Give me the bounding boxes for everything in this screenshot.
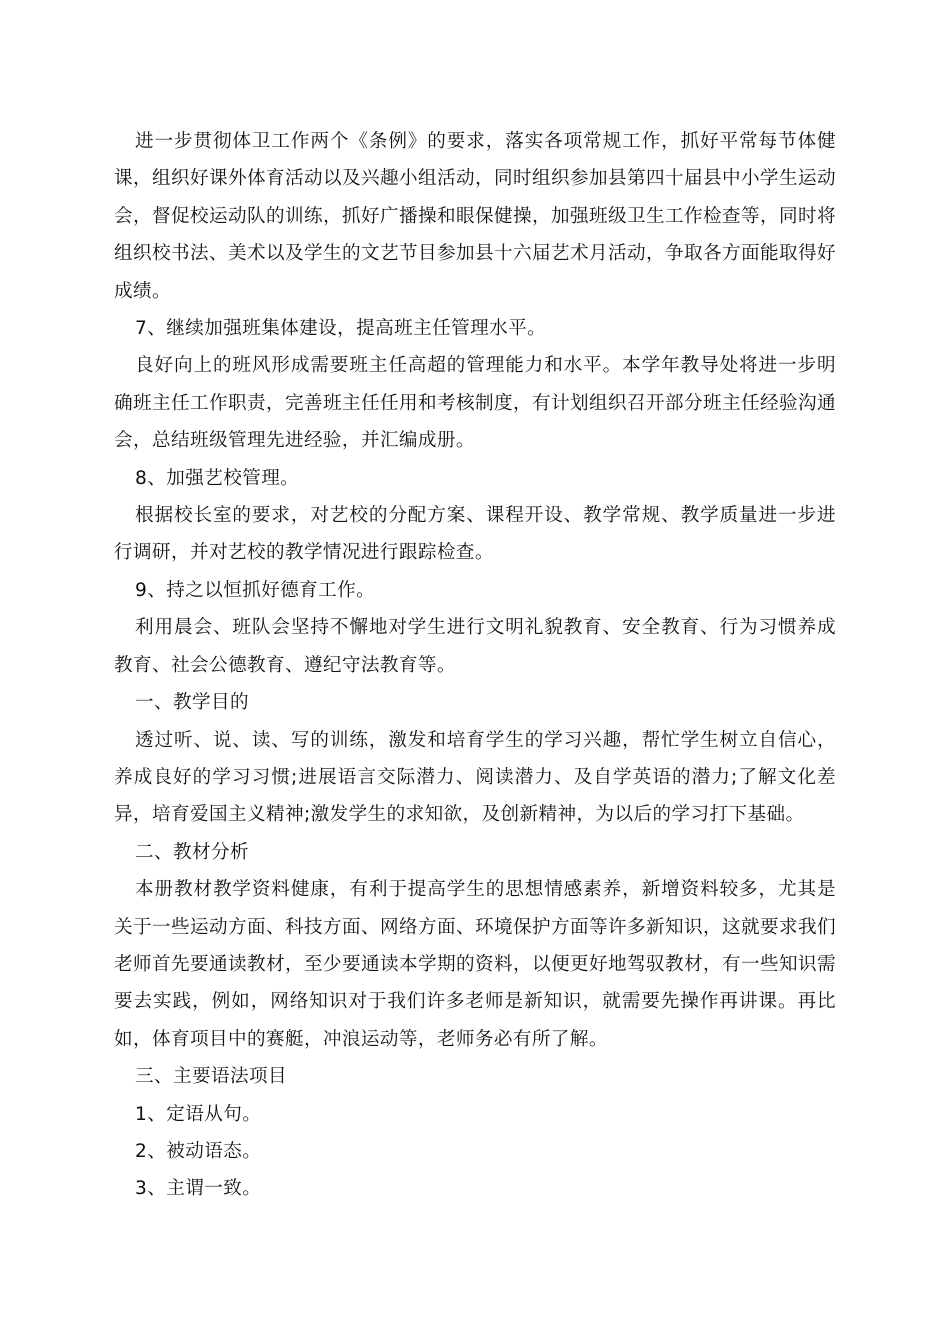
- heading-textbook-analysis: 二、教材分析: [135, 841, 249, 863]
- heading-art-school: 8、加强艺校管理。: [135, 467, 300, 489]
- grammar-item-1: 1、定语从句。: [135, 1103, 262, 1125]
- grammar-item-3: 3、主谓一致。: [135, 1178, 262, 1200]
- paragraph-art-school: 根据校长室的要求，对艺校的分配方案、课程开设、教学常规、教学质量进一步进行调研，并对艺校的教学情况进行跟踪检查。: [114, 505, 836, 564]
- heading-grammar-items: 三、主要语法项目: [135, 1066, 287, 1088]
- paragraph-class-building: 良好向上的班风形成需要班主任高超的管理能力和水平。本学年教导处将进一步明确班主任工作职责，完善班主任任用和考核制度，有计划组织召开部分班主任经验沟通会，总结班级管理先进经验，并汇编成册。: [114, 355, 836, 452]
- paragraph-textbook-analysis: 本册教材教学资料健康，有利于提高学生的思想情感素养，新增资料较多，尤其是关于一些运动方面、科技方面、网络方面、环境保护方面等许多新知识，这就要求我们老师首先要通读教材，至少要通读本学期的资料，以便更好地驾驭教材，有一些知识需要去实践，例如，网络知识对于我们许多老师是新知识，就需要先操作再讲课。再比如，体育项目中的赛艇，冲浪运动等，老师务必有所了解。: [114, 879, 836, 1050]
- paragraph-teaching-goals: 透过听、说、读、写的训练，激发和培育学生的学习兴趣，帮忙学生树立自信心，养成良好的学习习惯;进展语言交际潜力、阅读潜力、及自学英语的潜力;了解文化差异，培育爱国主义精神;激发学生的求知欲，及创新精神，为以后的学习打下基础。: [114, 729, 836, 826]
- heading-moral-education: 9、持之以恒抓好德育工作。: [135, 579, 376, 601]
- document-page: [114, 123, 836, 1208]
- heading-class-building: 7、继续加强班集体建设，提高班主任管理水平。: [135, 318, 547, 340]
- heading-teaching-goals: 一、教学目的: [135, 692, 249, 714]
- paragraph-moral-education: 利用晨会、班队会坚持不懈地对学生进行文明礼貌教育、安全教育、行为习惯养成教育、社会公德教育、遵纪守法教育等。: [114, 617, 836, 676]
- paragraph-health-work: 进一步贯彻体卫工作两个《条例》的要求，落实各项常规工作，抓好平常每节体健课，组织好课外体育活动以及兴趣小组活动，同时组织参加县第四十届县中小学生运动会，督促校运动队的训练，抓好广播操和眼保健操，加强班级卫生工作检查等，同时将组织校书法、美术以及学生的文艺节目参加县十六届艺术月活动，争取各方面能取得好成绩。: [114, 131, 836, 302]
- grammar-item-2: 2、被动语态。: [135, 1140, 262, 1162]
